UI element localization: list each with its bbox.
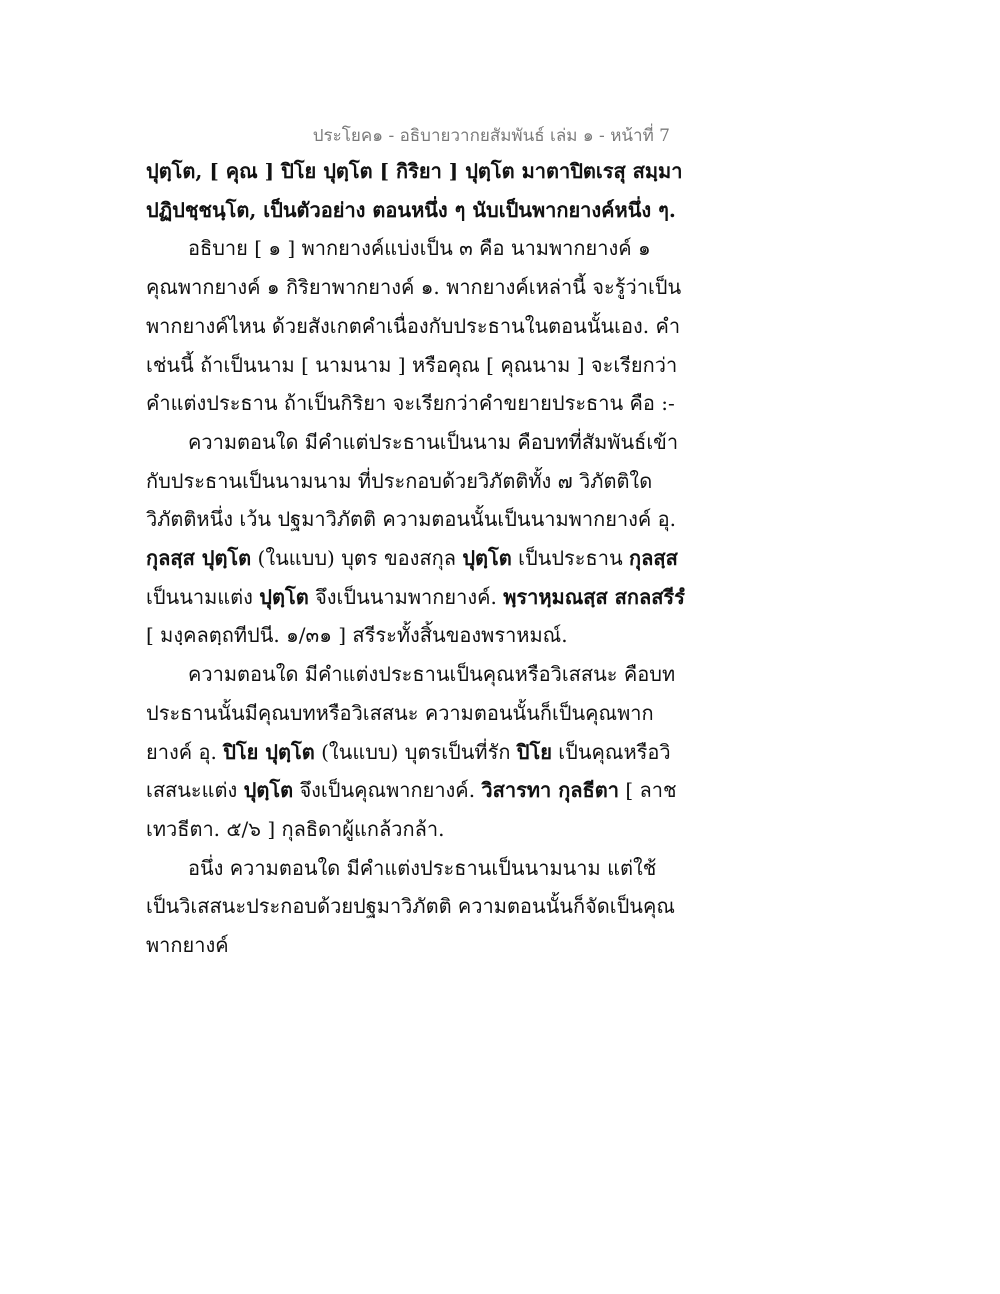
intro-paragraph: ปุตฺโต, [ คุณ ] ปิโย ปุตฺโต [ กิริยา ] ปุตฺโต มาตาปิตเรสุ สมฺมา ปฏิปชฺชนฺโต, เป็นตัวอย่าง ตอนหนึ่ง ๆ นับเป็นพากยางค์หนึ่ง ๆ. bbox=[146, 159, 683, 222]
page-body bbox=[146, 152, 686, 965]
text-run: (ในแบบ) บุตรเป็นที่รัก bbox=[314, 739, 517, 764]
paragraph-explanation: อธิบาย [ ๑ ] พากยางค์แบ่งเป็น ๓ คือ นามพากยางค์ ๑ คุณพากยางค์ ๑ กิริยาพากยางค์ ๑. พากยางค์เหล่านี้ จะรู้ว่าเป็นพากยางค์ไหน ด้วยสังเกตคำเนื่องกับประธานในตอนนั้นเอง. คำเช่นนี้ ถ้าเป็นนาม [ นามนาม ] หรือคุณ [ คุณนาม ] จะเรียกว่าคำแต่งประธาน ถ้าเป็นกิริยา จะเรียกว่าคำขยายประธาน คือ :- bbox=[146, 236, 682, 416]
text-run: (ในแบบ) บุตร ของสกุล bbox=[251, 546, 463, 571]
pali-example: วิสารทา กุลธีตา bbox=[481, 778, 619, 803]
pali-term: ปุตฺโต bbox=[259, 584, 309, 609]
pali-term: ปุตฺโต bbox=[462, 546, 512, 571]
paragraph-adjective-clause bbox=[146, 655, 686, 849]
text-run: จึงเป็นนามพากยางค์. bbox=[308, 584, 504, 609]
pali-term: ปุตฺโต bbox=[243, 778, 294, 803]
citation: [ ลาชเทวธีตา. ๕/๖ ] กุลธิดาผู้แกล้วกล้า. bbox=[146, 778, 677, 841]
text-run: จึงเป็นคุณพากยางค์. bbox=[293, 778, 482, 803]
pali-example: พฺราหฺมณสฺส สกลสรีรํ bbox=[503, 584, 685, 609]
text-run: เป็นคุณหรือวิเสสนะแต่ง bbox=[146, 739, 671, 803]
paragraph-continuation: อนึ่ง ความตอนใด มีคำแต่งประธานเป็นนามนาม แต่ใช้เป็นวิเสสนะประกอบด้วยปฐมาวิภัตติ ความตอนนั้นก็จัดเป็นคุณพากยางค์ bbox=[146, 855, 675, 958]
citation: [ มงฺคลตฺถทีปนี. ๑/๓๑ ] สรีระทั้งสิ้นของพราหมณ์. bbox=[146, 623, 568, 648]
pali-term: กุลสฺส bbox=[629, 546, 678, 571]
paragraph-noun-clause bbox=[146, 423, 686, 655]
text-run: ความตอนใด มีคำแต่ประธานเป็นนาม คือบทที่สัมพันธ์เข้ากับประธานเป็นนามนาม ที่ประกอบด้วยวิภัตติทั้ง ๗ วิภัตติใดวิภัตติหนึ่ง เว้น ปฐมาวิภัตติ ความตอนนั้นเป็นนามพากยางค์ อุ. bbox=[146, 429, 679, 532]
text-run: เป็นนามแต่ง bbox=[146, 584, 260, 609]
pali-example: ปิโย ปุตฺโต bbox=[223, 739, 315, 764]
pali-example: กุลสฺส ปุตฺโต bbox=[146, 546, 252, 571]
pali-term: ปิโย bbox=[516, 739, 552, 764]
running-head: ประโยค๑ - อธิบายวากยสัมพันธ์ เล่ม ๑ - หน้าที่ 7 bbox=[312, 126, 670, 146]
text-run: เป็นประธาน bbox=[511, 546, 629, 571]
text-run: ความตอนใด มีคำแต่งประธานเป็นคุณหรือวิเสสนะ คือบทประธานนั้นมีคุณบทหรือวิเสสนะ ความตอนนั้นก็เป็นคุณพากยางค์ อุ. bbox=[146, 662, 676, 764]
